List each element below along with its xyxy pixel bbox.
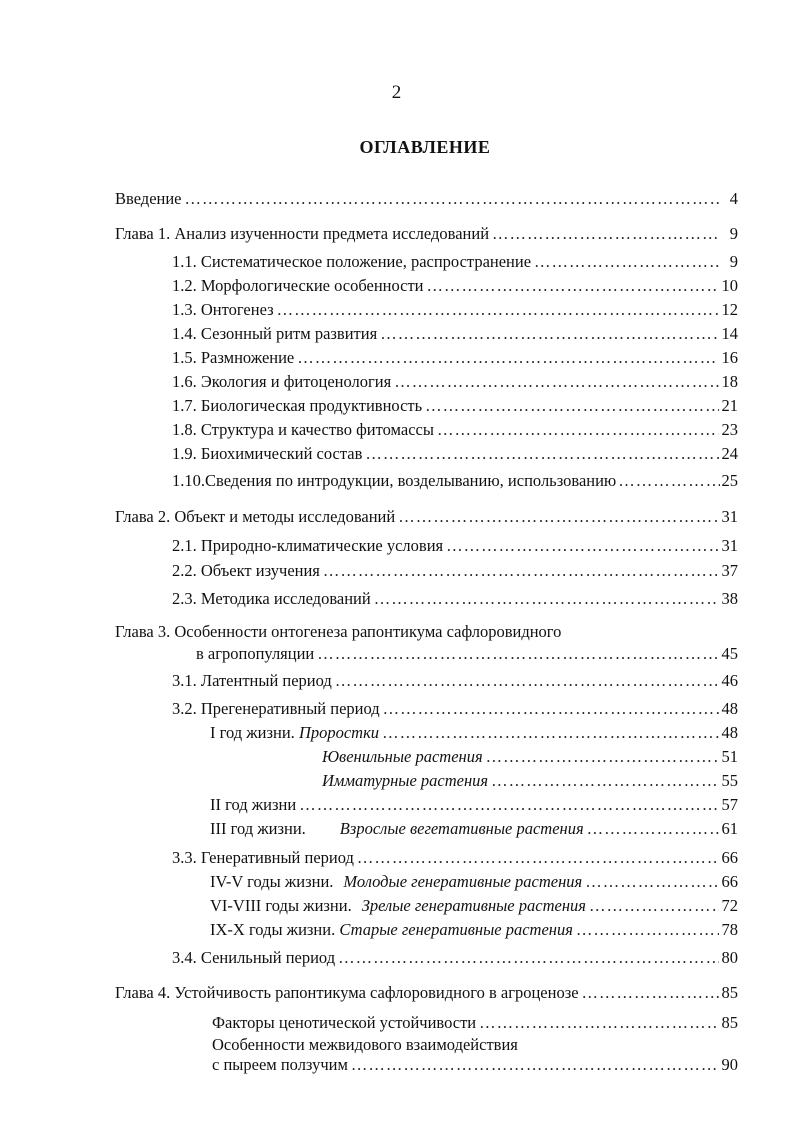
toc-label-italic: Зрелые генеративные растения (361, 896, 586, 915)
toc-entry-chapter-2 (115, 506, 738, 528)
toc-page: 85 (721, 983, 738, 1002)
toc-page: 45 (721, 644, 738, 663)
toc-entry-1-3 (172, 299, 738, 321)
toc-label: IV-V годы жизни. (210, 872, 334, 891)
toc-page: 12 (721, 300, 738, 319)
toc-label: 1.9. Биохимический состав (172, 444, 363, 463)
toc-label: 1.5. Размножение (172, 348, 295, 367)
toc-entry-years-4-5 (210, 871, 738, 893)
toc-page: 14 (721, 324, 738, 343)
toc-page: 90 (721, 1055, 738, 1074)
toc-entry-1-10 (172, 470, 738, 492)
toc-page: 16 (721, 348, 738, 367)
toc-label: Глава 4. Устойчивость рапонтикума сафлоровидного в агроценозе (115, 983, 579, 1002)
toc-label: VI-VIII годы жизни. (210, 896, 352, 915)
toc-page: 9 (729, 252, 738, 271)
toc-page: 31 (721, 536, 738, 555)
toc-entry-year-1-immature (322, 770, 738, 792)
toc-entry-years-6-8 (210, 895, 738, 917)
toc-entry-1-1 (172, 251, 738, 273)
toc-entry-1-4 (172, 323, 738, 345)
toc-page: 48 (721, 699, 738, 718)
toc-page: 38 (721, 589, 738, 608)
toc-label: с пыреем ползучим (212, 1055, 348, 1074)
toc-page: 24 (721, 444, 738, 463)
toc-page: 66 (721, 848, 738, 867)
toc-label: 2.3. Методика исследований (172, 589, 371, 608)
toc-label: III год жизни. (210, 819, 306, 838)
toc-label: 3.3. Генеративный период (172, 848, 354, 867)
toc-label-italic: Взрослые вегетативные растения (339, 819, 584, 838)
toc-label: 3.1. Латентный период (172, 671, 332, 690)
toc-entry-1-5 (172, 347, 738, 369)
toc-page: 57 (721, 795, 738, 814)
toc-page: 4 (729, 189, 738, 208)
toc-label: 3.2. Прегенеративный период (172, 699, 380, 718)
toc-label: в агропопуляции (196, 644, 315, 663)
toc-label: Глава 2. Объект и методы исследований (115, 507, 396, 526)
toc-title: ОГЛАВЛЕНИЕ (359, 137, 491, 157)
toc-page: 18 (721, 372, 738, 391)
toc-entry-years-9-10 (210, 919, 738, 941)
toc-label: 1.4. Сезонный ритм развития (172, 324, 378, 343)
toc-page: 55 (721, 771, 738, 790)
toc-page: 10 (721, 276, 738, 295)
toc-page: 21 (721, 396, 738, 415)
toc-entry-year-1-juvenile (322, 746, 738, 768)
toc-page: 23 (721, 420, 738, 439)
toc-page: 37 (721, 561, 738, 580)
toc-label-italic: Старые генеративные растения (339, 920, 573, 939)
toc-label: II год жизни (210, 795, 297, 814)
toc-label: 1.3. Онтогенез (172, 300, 274, 319)
toc-page: 61 (721, 819, 738, 838)
toc-label: 1.1. Систематическое положение, распространение (172, 252, 532, 271)
toc-label-italic: Имматурные растения (322, 771, 489, 790)
toc-label: Глава 1. Анализ изученности предмета исследований (115, 224, 490, 243)
toc-page: 72 (721, 896, 738, 915)
toc-entry-3-4 (172, 947, 738, 969)
toc-label: Введение (115, 189, 182, 208)
toc-entry-3-1 (172, 670, 738, 692)
toc-page: 46 (721, 671, 738, 690)
toc-label: 1.7. Биологическая продуктивность (172, 396, 423, 415)
toc-entry-4-2-line-2 (212, 1054, 738, 1076)
toc-label: 1.10.Сведения по интродукции, возделыванию, использованию (172, 471, 617, 490)
toc-page: 31 (721, 507, 738, 526)
toc-page: 25 (721, 471, 738, 490)
toc-page: 9 (729, 224, 738, 243)
page-number: 2 (391, 82, 402, 103)
toc-label: IX-X годы жизни. (210, 920, 336, 939)
toc-label-italic: Ювенильные растения (322, 747, 483, 766)
toc-page: 78 (721, 920, 738, 939)
toc-entry-1-7 (172, 395, 738, 417)
toc-entry-4-1 (212, 1012, 738, 1034)
toc-entry-2-1 (172, 535, 738, 557)
toc-entry-intro (115, 188, 738, 210)
toc-label: I год жизни. (210, 723, 295, 742)
toc-entry-1-2 (172, 275, 738, 297)
toc-label: 2.1. Природно-климатические условия (172, 536, 444, 555)
toc-entry-3-2 (172, 698, 738, 720)
toc-entry-year-3 (210, 818, 738, 840)
toc-entry-chapter-3-line-2 (196, 643, 738, 665)
toc-entry-1-8 (172, 419, 738, 441)
toc-label: 1.2. Морфологические особенности (172, 276, 424, 295)
toc-label-italic: Проростки (298, 723, 380, 742)
toc-label: 1.6. Экология и фитоценология (172, 372, 392, 391)
toc-label: 3.4. Сенильный период (172, 948, 336, 967)
toc-label: 2.2. Объект изучения (172, 561, 320, 580)
toc-label: 1.8. Структура и качество фитомассы (172, 420, 434, 439)
toc-entry-year-1 (210, 722, 738, 744)
toc-label-italic: Молодые генеративные растения (343, 872, 583, 891)
toc-entry-1-9 (172, 443, 738, 465)
toc-label: Факторы ценотической устойчивости (212, 1013, 477, 1032)
toc-page: 48 (721, 723, 738, 742)
toc-entry-year-2 (210, 794, 738, 816)
toc-entry-4-2-line-1: Особенности межвидового взаимодействия (212, 1035, 518, 1054)
toc-entry-2-3 (172, 588, 738, 610)
toc-entry-3-3 (172, 847, 738, 869)
toc-page: 80 (721, 948, 738, 967)
toc-entry-chapter-1 (115, 223, 738, 245)
toc-entry-1-6 (172, 371, 738, 393)
toc-page: 66 (721, 872, 738, 891)
toc-page: 51 (721, 747, 738, 766)
toc-entry-2-2 (172, 560, 738, 582)
toc-entry-chapter-4 (115, 982, 738, 1004)
toc-entry-chapter-3-line-1: Глава 3. Особенности онтогенеза рапонтикума сафлоровидного (115, 622, 562, 641)
toc-page: 85 (721, 1013, 738, 1032)
